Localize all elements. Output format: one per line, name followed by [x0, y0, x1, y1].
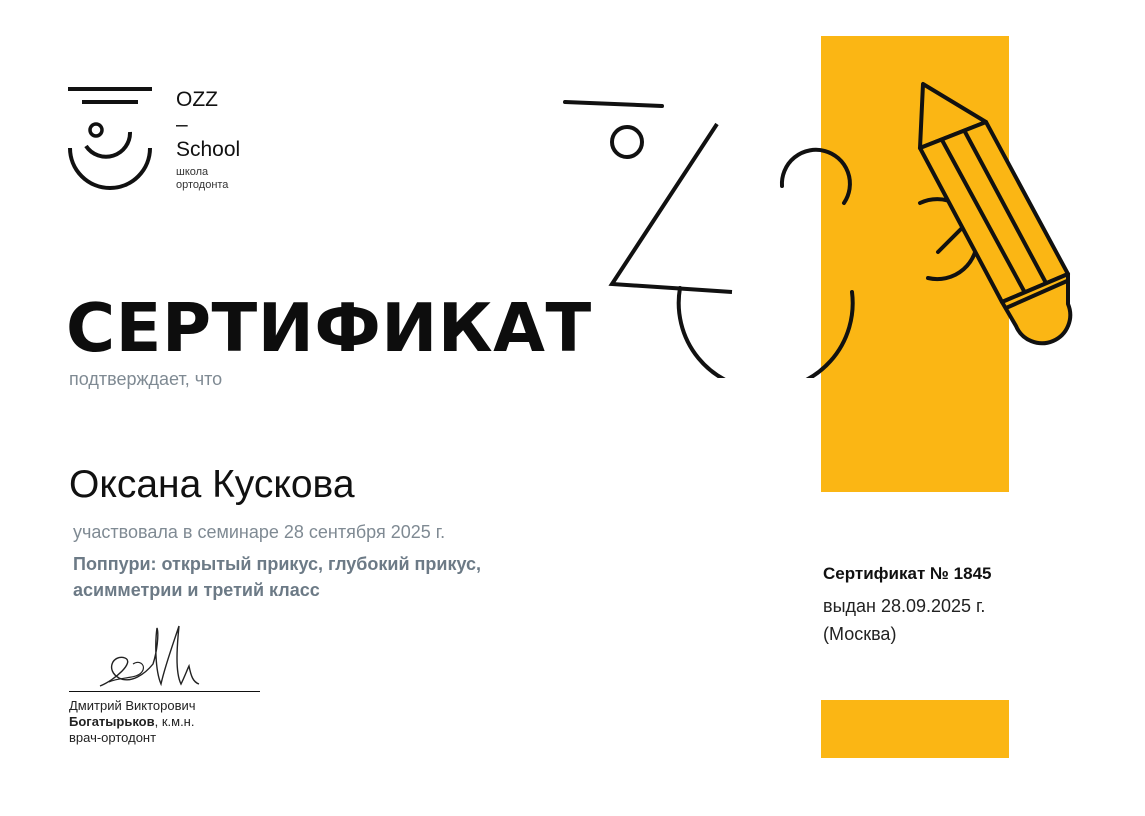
- seminar-title: [73, 551, 553, 603]
- attendance-line: участвовала в семинаре 28 сентября 2025 г.: [73, 522, 446, 542]
- ozz-school-logo-icon: [68, 86, 154, 190]
- signature-line: [69, 691, 260, 692]
- signer-block: [69, 698, 196, 746]
- certificate-subtitle: подтверждает, что: [69, 369, 223, 389]
- yellow-footer-block: [821, 700, 1009, 758]
- issue-city: (Москва): [823, 624, 897, 644]
- logo-line-1: OZZ: [176, 88, 218, 111]
- signature-icon: [95, 622, 205, 694]
- signer-surname-row: [69, 714, 196, 730]
- signer-role: врач-ортодонт: [69, 730, 157, 745]
- seminar-title-line-1: Поппури: открытый прикус, глубокий прикус,: [73, 554, 482, 574]
- certificate-title: СЕРТИФИКАТ: [66, 289, 592, 367]
- issue-date: выдан 28.09.2025 г.: [823, 596, 986, 616]
- signer-surname: Богатырьков: [69, 714, 155, 729]
- certificate-number: Сертификат № 1845: [823, 564, 992, 583]
- issue-info: [823, 592, 985, 648]
- logo-tagline-2: ортодонта: [176, 179, 229, 191]
- recipient-name: Оксана Кускова: [69, 463, 355, 506]
- logo-text: [176, 87, 240, 192]
- face-illustration-icon: [560, 78, 1080, 378]
- logo-line-2: –: [176, 113, 188, 136]
- logo-tagline-1: школа: [176, 166, 209, 178]
- pencil-icon: [920, 84, 1070, 343]
- signer-first-names: Дмитрий Викторович: [69, 698, 196, 713]
- seminar-title-line-2: асимметрии и третий класс: [73, 580, 320, 600]
- logo-line-3: School: [176, 138, 241, 161]
- signer-degree: , к.м.н.: [154, 714, 195, 729]
